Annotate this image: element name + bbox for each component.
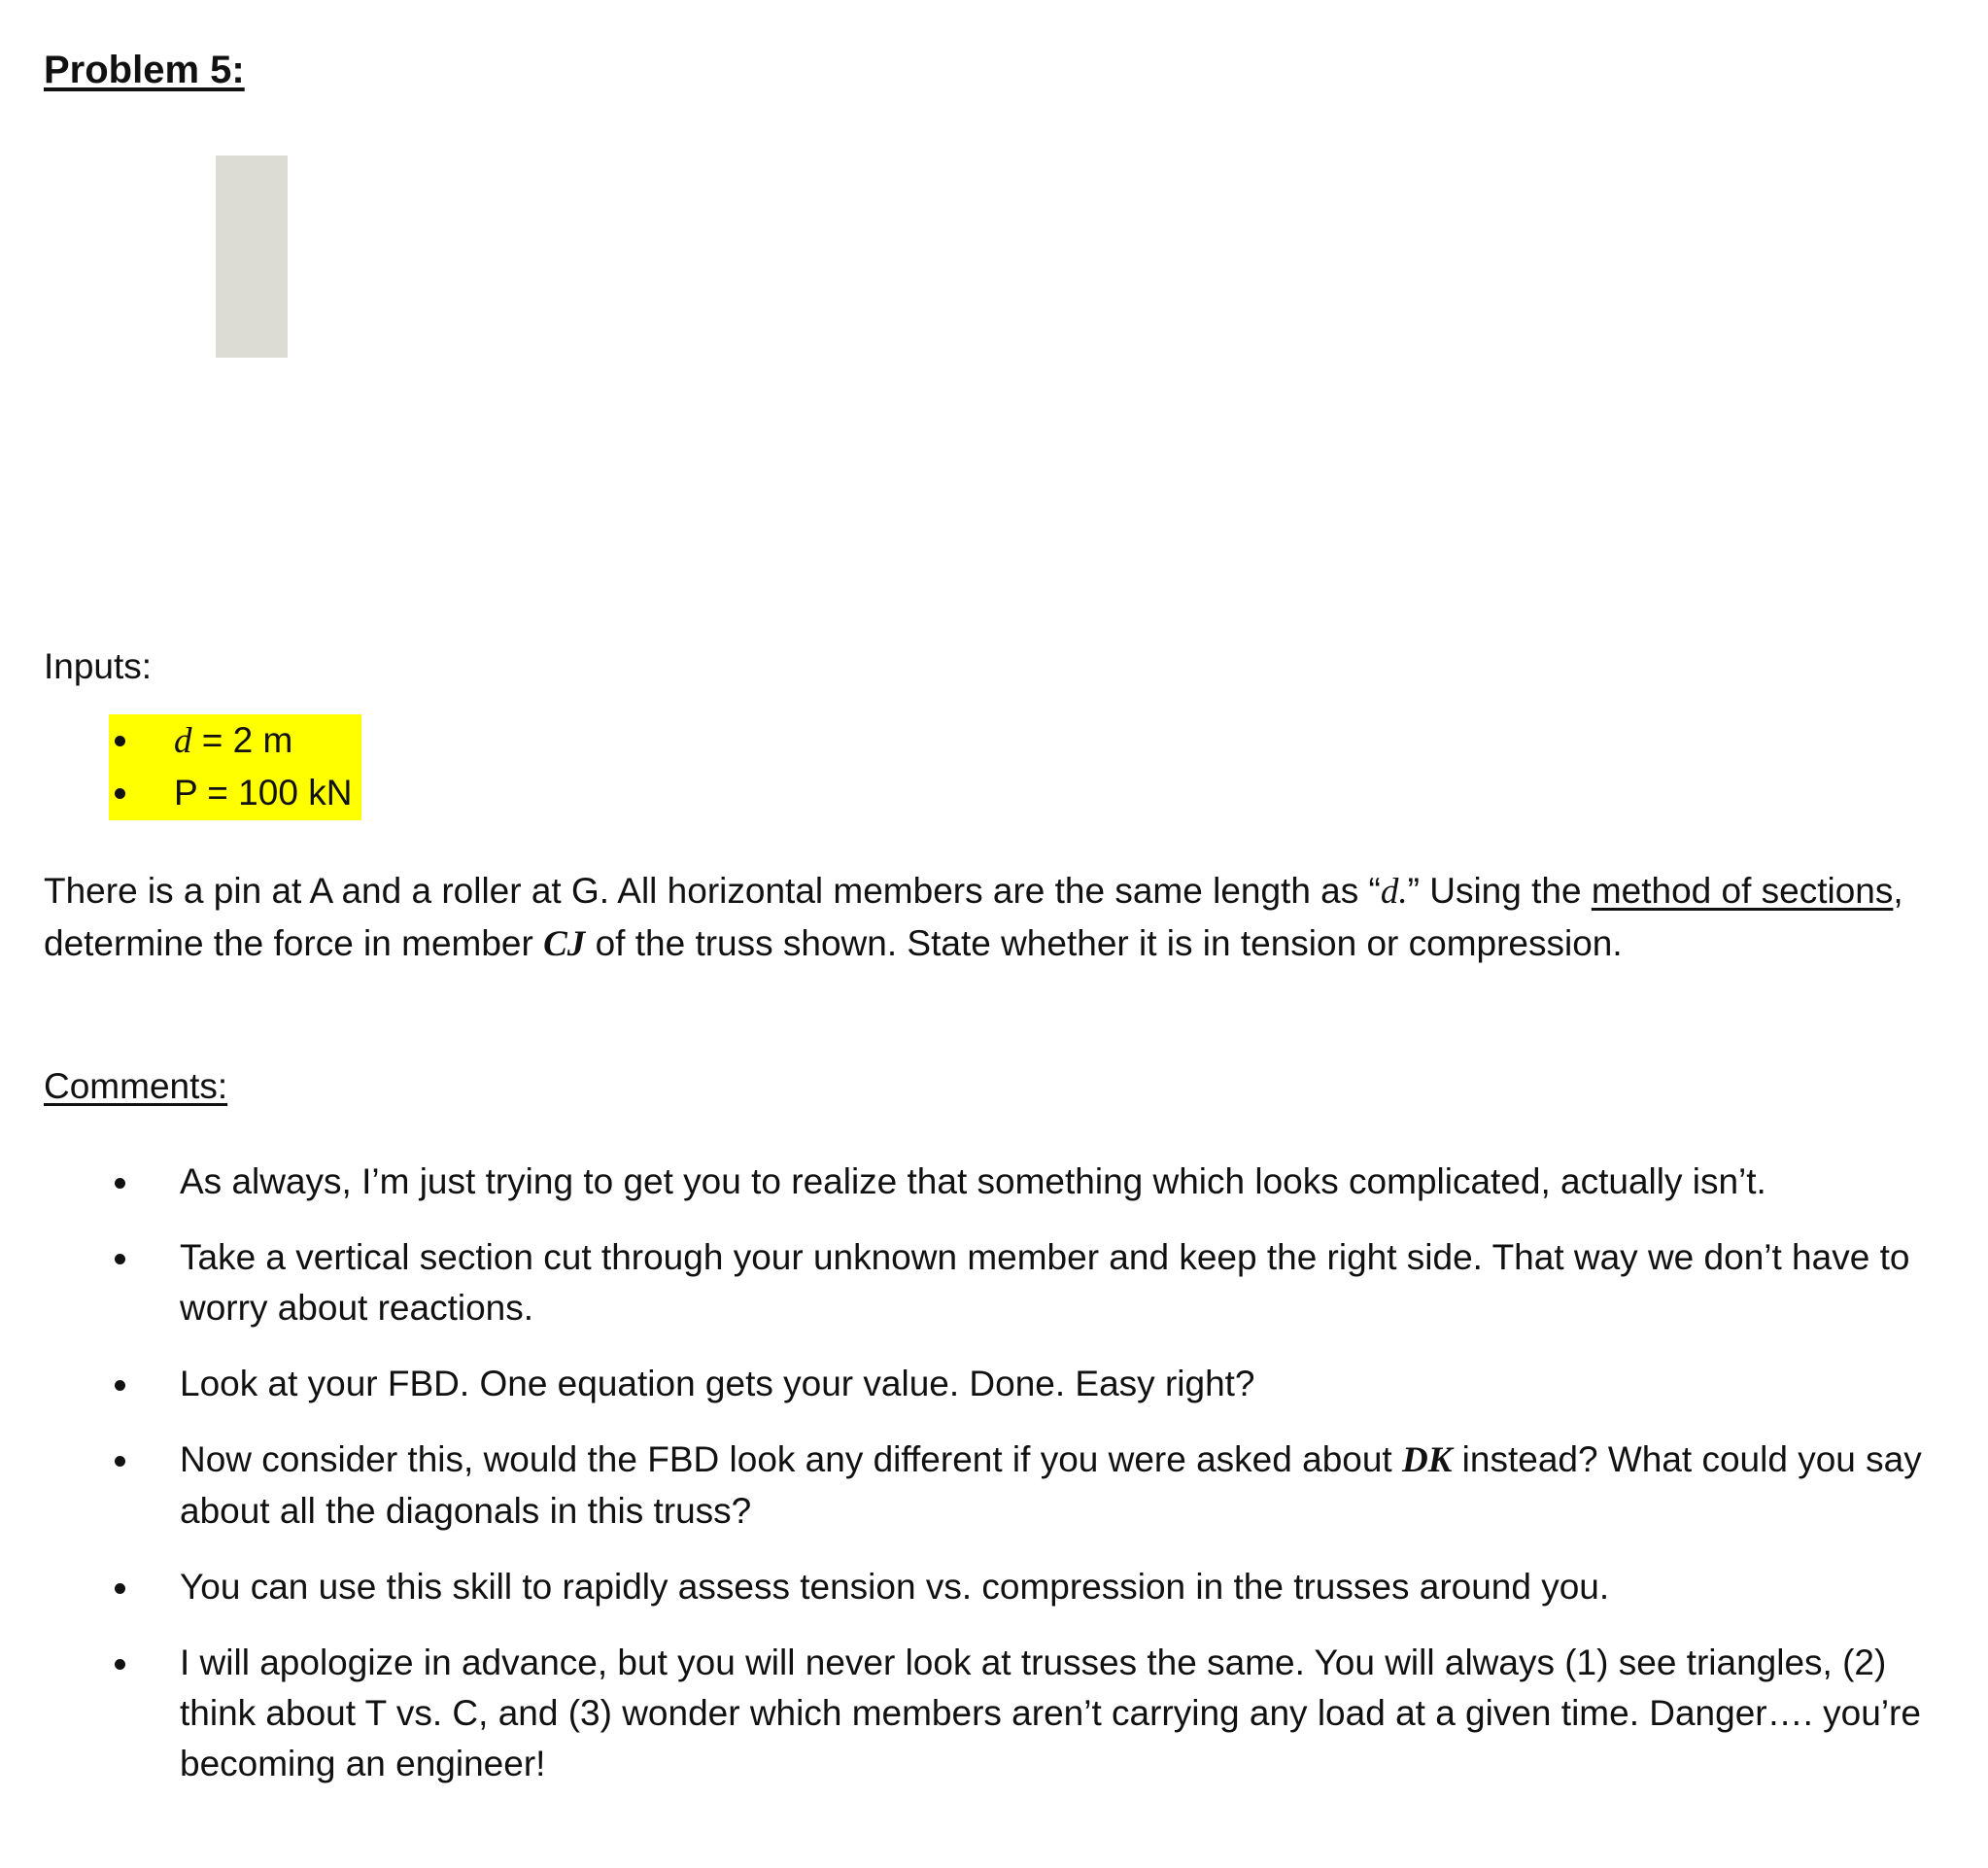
comment-item bbox=[109, 1562, 1926, 1612]
problem-var-d: d. bbox=[1380, 872, 1408, 912]
truss-figure bbox=[0, 146, 1988, 778]
comment-text: As always, I’m just trying to get you to realize that something which looks complicated, actually isn’t. bbox=[180, 1161, 1766, 1201]
problem-text-1: There is a pin at A and a roller at G. All horizontal members are the same length as “ bbox=[44, 871, 1381, 911]
bullet-icon bbox=[115, 1583, 125, 1594]
bullet-icon bbox=[115, 1178, 125, 1189]
input-d-value: = 2 m bbox=[191, 719, 293, 760]
bullet-icon bbox=[115, 1380, 125, 1391]
comment-text: Take a vertical section cut through your unknown member and keep the right side. That way we don’t have to worry about reactions. bbox=[180, 1237, 1910, 1328]
problem-title: Problem 5: bbox=[44, 49, 245, 91]
wall-top bbox=[216, 156, 288, 358]
member-cj: CJ bbox=[543, 924, 586, 964]
comment-item bbox=[109, 1232, 1926, 1333]
input-d-text bbox=[174, 720, 292, 762]
inputs-list bbox=[109, 714, 352, 819]
input-d-var: d bbox=[174, 720, 192, 761]
problem-text-2: ” Using the bbox=[1407, 871, 1592, 911]
bullet-icon bbox=[115, 788, 125, 799]
problem-statement bbox=[44, 865, 1919, 970]
comment-text: You can use this skill to rapidly assess tension vs. compression in the trusses around you. bbox=[180, 1567, 1610, 1607]
bullet-icon bbox=[115, 1456, 125, 1467]
input-p-text: P = 100 kN bbox=[174, 773, 353, 813]
comment-text: Now consider this, would the FBD look any different if you were asked about bbox=[180, 1439, 1402, 1479]
comment-item bbox=[109, 1638, 1926, 1789]
member-dk: DK bbox=[1401, 1440, 1453, 1480]
comments-list bbox=[109, 1157, 1926, 1815]
comments-label: Comments: bbox=[44, 1066, 228, 1106]
method-of-sections-text: method of sections bbox=[1591, 871, 1894, 911]
problem-text-3: , determine the force in member bbox=[44, 871, 1903, 963]
comment-text: Look at your FBD. One equation gets your value. Done. Easy right? bbox=[180, 1364, 1255, 1403]
inputs-label: Inputs: bbox=[44, 646, 153, 686]
input-d bbox=[109, 714, 352, 767]
bullet-icon bbox=[115, 1254, 125, 1264]
comment-item bbox=[109, 1435, 1926, 1537]
bullet-icon bbox=[115, 736, 125, 746]
comment-text: I will apologize in advance, but you will never look at trusses the same. You will always (1) see triangles, (2) think about T vs. C, and (3) wonder which members aren’t carrying any load at a given time. Danger…. you’re becoming an engineer! bbox=[180, 1643, 1921, 1783]
comment-text: instead? What could you say about all the diagonals in this truss? bbox=[180, 1439, 1922, 1531]
bullet-icon bbox=[115, 1659, 125, 1670]
problem-text-4: of the truss shown. State whether it is in tension or compression. bbox=[585, 923, 1623, 963]
input-p bbox=[109, 767, 352, 819]
comment-item bbox=[109, 1359, 1926, 1409]
comment-item bbox=[109, 1157, 1926, 1207]
